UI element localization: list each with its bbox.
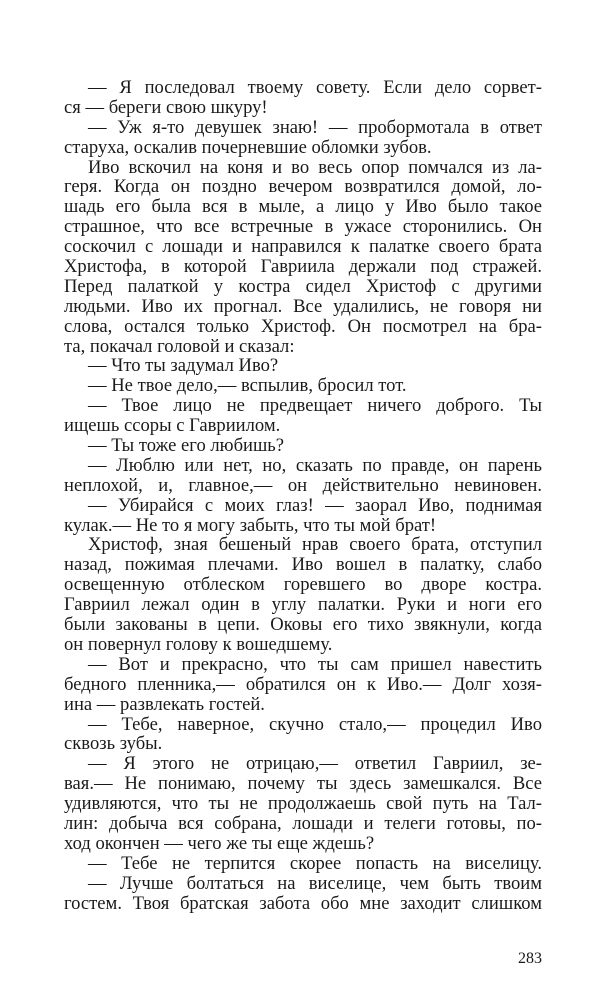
paragraph: [64, 535, 542, 654]
paragraph: [64, 754, 542, 853]
paragraph: [64, 436, 542, 456]
paragraph: [64, 376, 542, 396]
text-line: кулак.— Не то я могу забыть, что ты мой брат!: [64, 514, 437, 536]
text-line: ход окончен — чего же ты еще ждешь?: [64, 832, 375, 854]
paragraph: [64, 874, 542, 914]
text-line: ищешь ссоры с Гавриилом.: [64, 415, 281, 437]
text-line: лин: добыча вся собрана, лошади и телеги готовы, по-: [64, 812, 542, 834]
paragraph: [64, 496, 542, 536]
text-line: гостем. Твоя братская забота обо мне заходит слишком: [64, 892, 542, 914]
text-line: — Лучше болтаться на виселице, чем быть твоим: [88, 872, 542, 894]
text-line: Гавриил лежал один в углу палатки. Руки и ноги его: [64, 594, 542, 616]
text-line: старуха, оскалив почерневшие обломки зубов.: [64, 136, 432, 158]
paragraph: [64, 456, 542, 496]
text-line: удивляются, что ты не продолжаешь свой путь на Тал-: [64, 793, 542, 815]
text-line: вая.— Не понимаю, почему ты здесь замешкался. Все: [64, 773, 542, 795]
page-number: 283: [518, 950, 542, 967]
text-line: — Люблю или нет, но, сказать по правде, он парень: [88, 454, 542, 476]
text-line: страшное, что все встречные в ужасе сторонились. Он: [64, 216, 542, 238]
text-line: — Ты тоже его любишь?: [88, 435, 285, 457]
text-line: слова, остался только Христоф. Он посмотрел на бра-: [64, 315, 542, 337]
paragraph: [64, 158, 542, 357]
book-page-text: [64, 78, 542, 913]
text-line: Иво вскочил на коня и во весь опор помчался из ла-: [88, 156, 542, 178]
text-line: — Вот и прекрасно, что ты сам пришел навестить: [88, 653, 542, 675]
paragraph: [64, 715, 542, 755]
text-line: — Что ты задумал Иво?: [88, 355, 279, 377]
text-line: соскочил с лошади и направился к палатке своего брата: [64, 236, 542, 258]
text-line: геря. Когда он поздно вечером возвратился домой, ло-: [64, 176, 542, 198]
text-line: освещенную отблеском горевшего во дворе костра.: [64, 574, 542, 596]
text-line: назад, пожимая плечами. Иво вошел в палатку, слабо: [64, 554, 542, 576]
paragraph: [64, 118, 542, 158]
text-line: та, покачал головой и сказал:: [64, 335, 295, 357]
text-line: он повернул голову к вошедшему.: [64, 633, 333, 655]
text-line: неплохой, и, главное,— он действительно невиновен.: [64, 474, 542, 496]
paragraph: [64, 854, 542, 874]
text-line: людьми. Иво их прогнал. Все удалились, не говоря ни: [64, 295, 542, 317]
paragraph: [64, 78, 542, 118]
paragraph: [64, 356, 542, 376]
text-line: — Я последовал твоему совету. Если дело сорвет-: [88, 77, 542, 98]
text-line: — Я этого не отрицаю,— ответил Гавриил, зе-: [88, 753, 542, 775]
text-line: ся — береги свою шкуру!: [64, 96, 268, 118]
text-line: — Тебе, наверное, скучно стало,— процедил Иво: [88, 713, 542, 735]
text-line: сквозь зубы.: [64, 733, 163, 755]
text-line: — Убирайся с моих глаз! — заорал Иво, поднимая: [88, 494, 542, 516]
text-line: — Не твое дело,— вспылив, бросил тот.: [88, 375, 407, 397]
paragraph: [64, 396, 542, 436]
text-line: Христоф, зная бешеный нрав своего брата, отступил: [88, 534, 542, 556]
text-line: — Тебе не терпится скорее попасть на виселицу.: [88, 852, 542, 874]
text-line: Христофа, в которой Гавриила держали под стражей.: [64, 256, 542, 278]
paragraph: [64, 655, 542, 715]
text-line: шадь его была вся в мыле, а лицо у Иво было такое: [64, 196, 542, 218]
text-line: Перед палаткой у костра сидел Христоф с другими: [64, 275, 542, 297]
text-line: были закованы в цепи. Оковы его тихо звякнули, когда: [64, 614, 542, 636]
text-line: бедного пленника,— обратился он к Иво.— Долг хозя-: [64, 673, 542, 695]
text-line: — Уж я-то девушек знаю! — пробормотала в ответ: [88, 116, 542, 138]
text-line: ина — развлекать гостей.: [64, 693, 265, 715]
text-line: — Твое лицо не предвещает ничего доброго. Ты: [88, 395, 542, 417]
